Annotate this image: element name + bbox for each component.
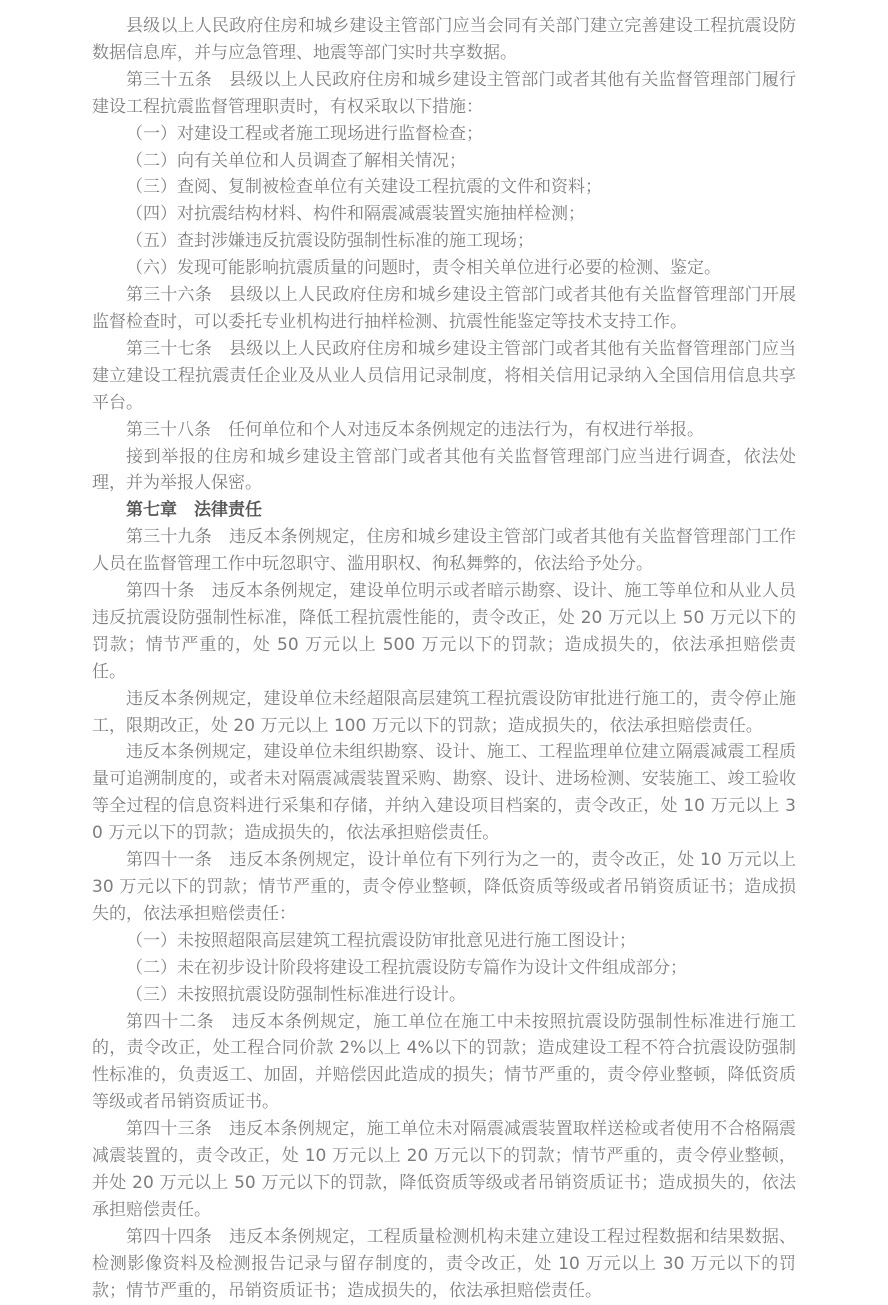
paragraph: 第三十六条 县级以上人民政府住房和城乡建设主管部门或者其他有关监督管理部门开展监督检查时，可以委托专业机构进行抽样检测、抗震性能鉴定等技术支持工作。 — [92, 285, 796, 332]
paragraph: 第三十九条 违反本条例规定，住房和城乡建设主管部门或者其他有关监督管理部门工作人员在监督管理工作中玩忽职守、滥用职权、徇私舞弊的，依法给予处分。 — [92, 527, 796, 575]
paragraph: （一）对建设工程或者施工现场进行监督检查； — [126, 123, 483, 144]
paragraph: （五）查封涉嫌违反抗震设防强制性标准的施工现场； — [126, 231, 534, 252]
paragraph: （四）对抗震结构材料、构件和隔震减震装置实施抽样检测； — [126, 204, 585, 225]
paragraph: 第三十七条 县级以上人民政府住房和城乡建设主管部门或者其他有关监督管理部门应当建立建设工程抗震责任企业及从业人员信用记录制度，将相关信用记录纳入全国信用信息共享平台。 — [92, 338, 796, 413]
paragraph: 第四十二条 违反本条例规定，施工单位在施工中未按照抗震设防强制性标准进行施工的，责令改正，处工程合同价款 2%以上 4%以下的罚款；造成建设工程不符合抗震设防强制性标准的，负责返工、加固，并赔偿因此造成的损失；情节严重的，责令停业整顿，降低资质等级或者吊销资质证书。 — [92, 1011, 796, 1113]
chapter-heading: 第七章 法律责任 — [126, 500, 262, 521]
paragraph: 第四十三条 违反本条例规定，施工单位未对隔震减震装置取样送检或者使用不合格隔震减震装置的，责令改正，处 10 万元以上 20 万元以下的罚款；情节严重的，责令停业整顿，并处 20 万元以上 50 万元以下的罚款，降低资质等级或者吊销资质证书；造成损失的，依法承担赔偿责任。 — [92, 1119, 796, 1220]
paragraph: 第三十八条 任何单位和个人对违反本条例规定的违法行为，有权进行举报。 — [126, 419, 704, 440]
paragraph: （二）向有关单位和人员调查了解相关情况； — [126, 150, 466, 171]
paragraph: 接到举报的住房和城乡建设主管部门或者其他有关监督管理部门应当进行调查，依法处理，并为举报人保密。 — [92, 446, 796, 494]
paragraph: 第四十四条 违反本条例规定，工程质量检测机构未建立建设工程过程数据和结果数据、检测影像资料及检测报告记录与留存制度的，责令改正，处 10 万元以上 30 万元以下的罚款；情节严重的，吊销资质证书；造成损失的，依法承担赔偿责任。 — [92, 1226, 796, 1301]
paragraph: （三）查阅、复制被检查单位有关建设工程抗震的文件和资料； — [126, 177, 602, 198]
paragraph: （三）未按照抗震设防强制性标准进行设计。 — [126, 984, 466, 1005]
paragraph: （六）发现可能影响抗震质量的问题时，责令相关单位进行必要的检测、鉴定。 — [126, 258, 721, 279]
paragraph: 第四十一条 违反本条例规定，设计单位有下列行为之一的，责令改正，处 10 万元以上 30 万元以下的罚款；情节严重的，责令停业整顿，降低资质等级或者吊销资质证书；造成损失的，依法承担赔偿责任： — [92, 850, 796, 924]
paragraph: 第四十条 违反本条例规定，建设单位明示或者暗示勘察、设计、施工等单位和从业人员违反抗震设防强制性标准，降低工程抗震性能的，责令改正，处 20 万元以上 50 万元以下的罚款；情节严重的，处 50 万元以上 500 万元以下的罚款；造成损失的，依法承担赔偿责任。 — [92, 581, 796, 682]
document-content — [92, 13, 796, 1305]
paragraph: 违反本条例规定，建设单位未组织勘察、设计、施工、工程监理单位建立隔震减震工程质量可追溯制度的，或者未对隔震减震装置采购、勘察、设计、进场检测、安装施工、竣工验收等全过程的信息资料进行采集和存储，并纳入建设项目档案的，责令改正，处 10 万元以上 30 万元以下的罚款；造成损失的，依法承担赔偿责任。 — [92, 742, 796, 844]
paragraph: 县级以上人民政府住房和城乡建设主管部门应当会同有关部门建立完善建设工程抗震设防数据信息库，并与应急管理、地震等部门实时共享数据。 — [92, 16, 796, 63]
paragraph: 第三十五条 县级以上人民政府住房和城乡建设主管部门或者其他有关监督管理部门履行建设工程抗震监督管理职责时，有权采取以下措施： — [92, 69, 796, 117]
paragraph: （二）未在初步设计阶段将建设工程抗震设防专篇作为设计文件组成部分； — [126, 957, 687, 978]
paragraph: 违反本条例规定，建设单位未经超限高层建筑工程抗震设防审批进行施工的，责令停止施工，限期改正，处 20 万元以上 100 万元以下的罚款；造成损失的，依法承担赔偿责任。 — [92, 688, 796, 736]
paragraph: （一）未按照超限高层建筑工程抗震设防审批意见进行施工图设计； — [126, 930, 636, 951]
